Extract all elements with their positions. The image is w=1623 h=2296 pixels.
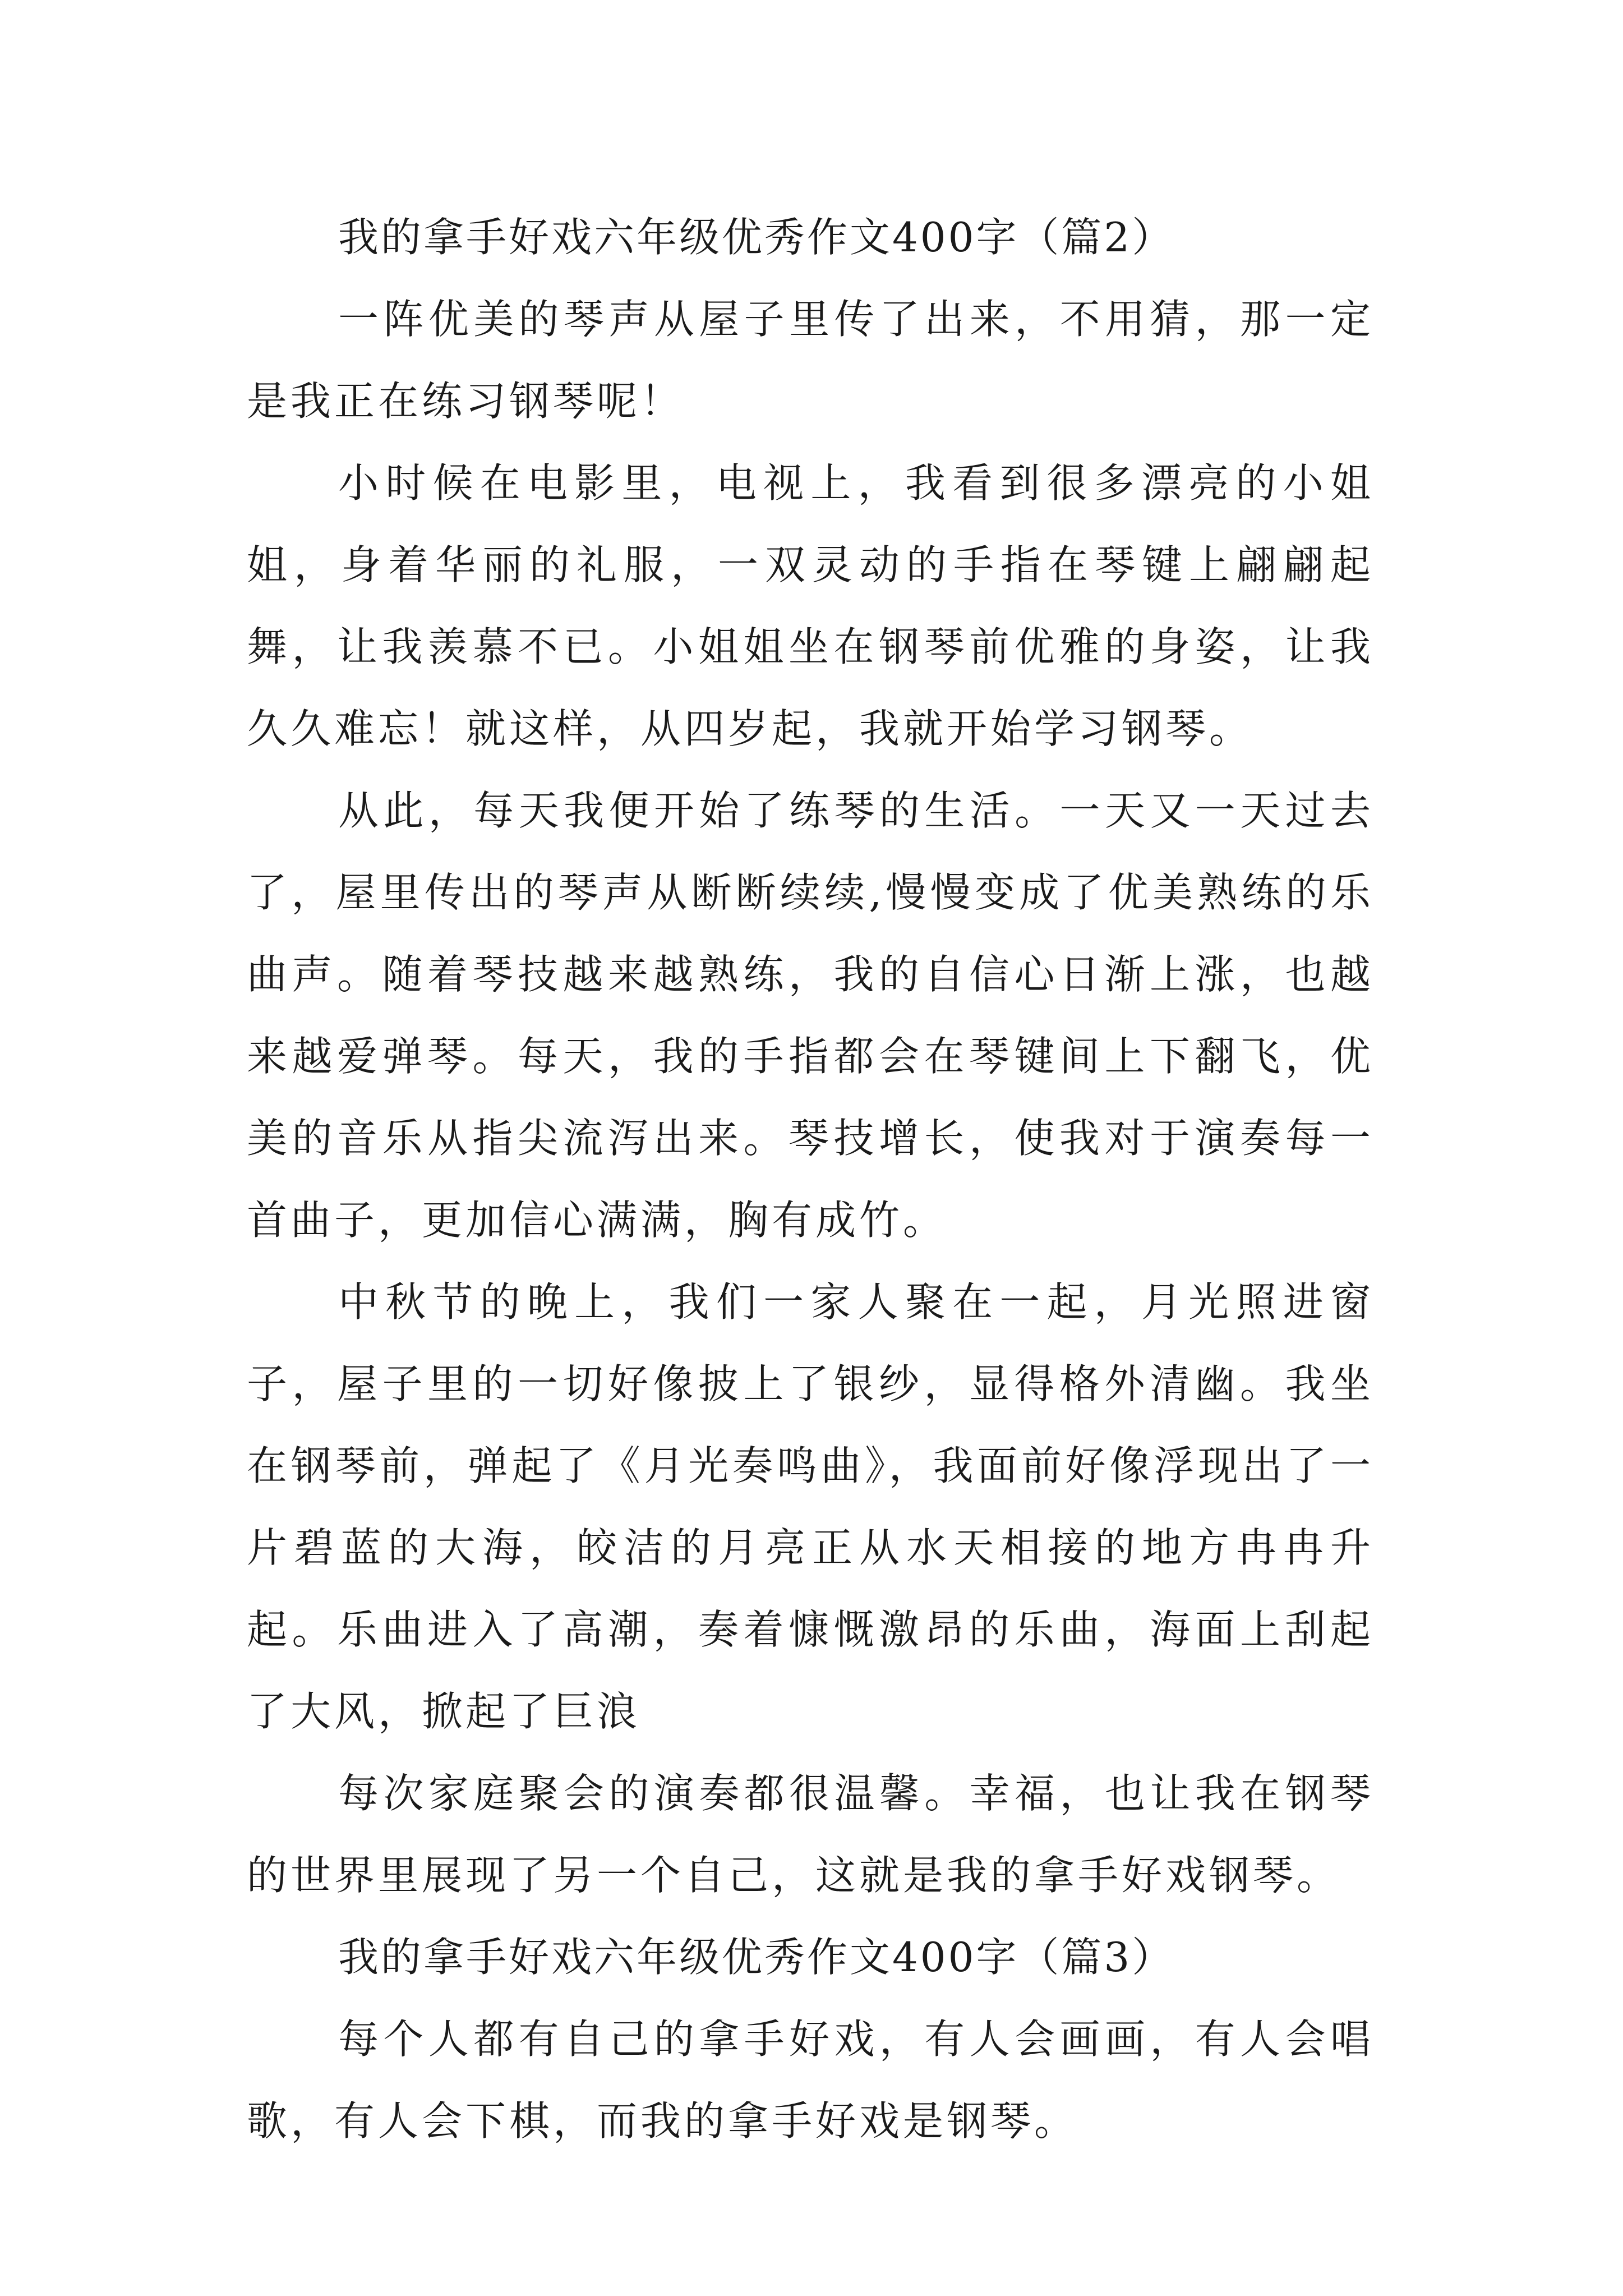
essay-heading-2: 我的拿手好戏六年级优秀作文400字（篇2） (338, 214, 1175, 261)
paragraph: 小时候在电影里，电视上，我看到很多漂亮的小姐姐，身着华丽的礼服，一双灵动的手指在琴键上翩翩起舞，让我羡慕不已。小姐姐坐在钢琴前优雅的身姿，让我久久难忘！就这样，从四岁起，我就开始学习钢琴。 (247, 459, 1374, 752)
paragraph: 中秋节的晚上，我们一家人聚在一起，月光照进窗子，屋子里的一切好像披上了银纱，显得格外清幽。我坐在钢琴前，弹起了《月光奏鸣曲》，我面前好像浮现出了一片碧蓝的大海，皎洁的月亮正从水天相接的地方冉冉升起。乐曲进入了高潮，奏着慷慨激昂的乐曲，海面上刮起了大风，掀起了巨浪 (247, 1278, 1374, 1735)
essay-heading-3: 我的拿手好戏六年级优秀作文400字（篇3） (338, 1934, 1175, 1981)
paragraph: 每个人都有自己的拿手好戏，有人会画画，有人会唱歌，有人会下棋，而我的拿手好戏是钢琴。 (247, 2016, 1374, 2145)
paragraph: 每次家庭聚会的演奏都很温馨。幸福，也让我在钢琴的世界里展现了另一个自己，这就是我的拿手好戏钢琴。 (247, 1770, 1374, 1899)
paragraph: 从此，每天我便开始了练琴的生活。一天又一天过去了，屋里传出的琴声从断断续续,慢慢变成了优美熟练的乐曲声。随着琴技越来越熟练，我的自信心日渐上涨，也越来越爱弹琴。每天，我的手指都会在琴键间上下翻飞，优美的音乐从指尖流泻出来。琴技增长，使我对于演奏每一首曲子，更加信心满满，胸有成竹。 (247, 787, 1374, 1244)
document-body (247, 196, 1374, 2162)
paragraph: 一阵优美的琴声从屋子里传了出来，不用猜，那一定是我正在练习钢琴呢！ (247, 296, 1374, 425)
